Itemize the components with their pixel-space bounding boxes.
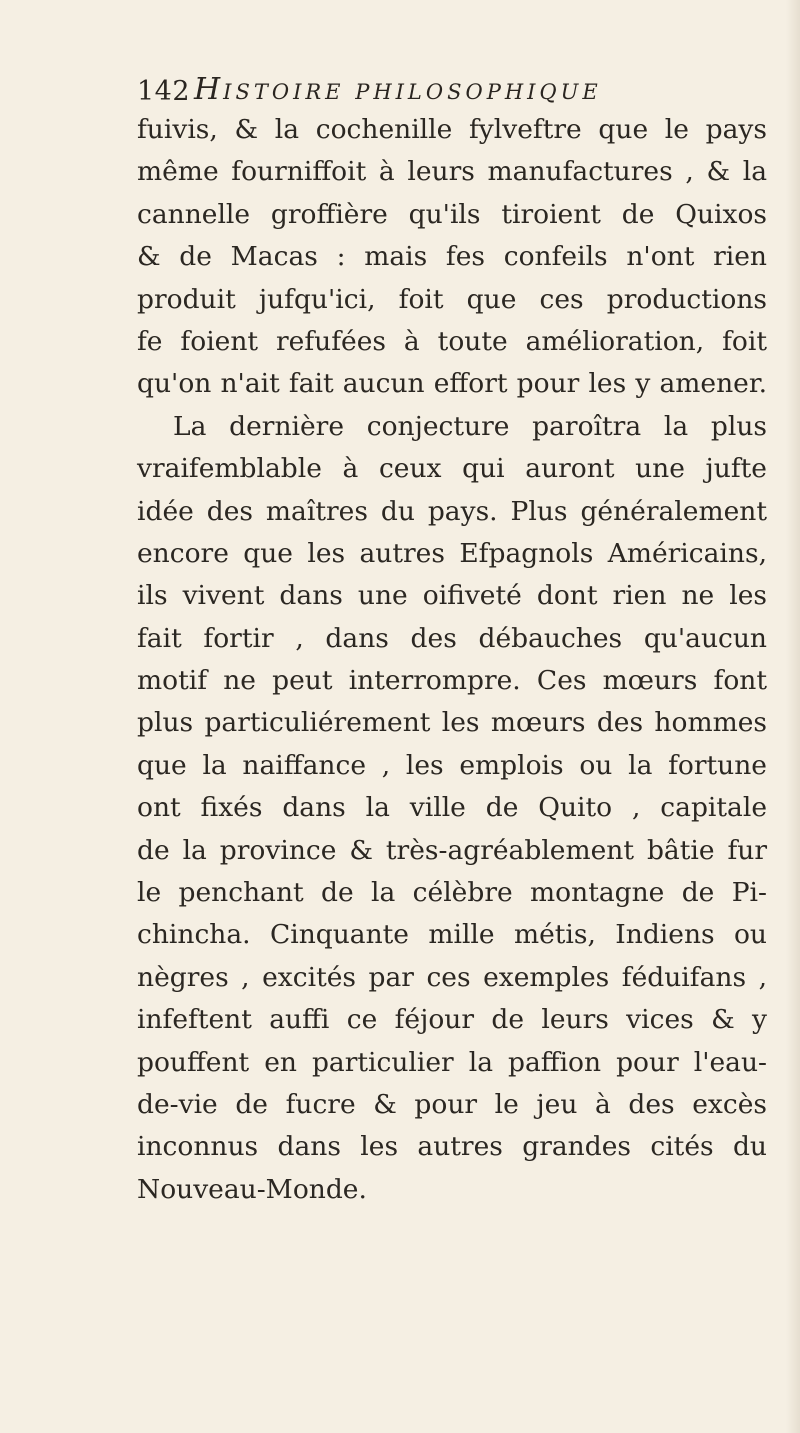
text-line: que la naiffance , les emplois ou la fortune — [137, 749, 767, 781]
text-line: inconnus dans les autres grandes cités du — [137, 1131, 767, 1163]
text-line: qu'on n'ait fait aucun effort pour les y amener. — [137, 368, 767, 400]
text-line: idée des maîtres du pays. Plus généralement — [137, 495, 767, 527]
text-line: Nouveau-Monde. — [137, 1173, 367, 1205]
text-line: ont fixés dans la ville de Quito , capitale — [137, 792, 767, 824]
text-line: motif ne peut interrompre. Ces mœurs font — [137, 665, 767, 697]
text-line: vraifemblable à ceux qui auront une jufte — [137, 453, 767, 485]
text-line: La dernière conjecture paroîtra la plus — [173, 410, 767, 442]
page-header — [137, 72, 747, 112]
text-line: chincha. Cinquante mille métis, Indiens ou — [137, 919, 767, 951]
page-number: 142 — [137, 76, 191, 107]
text-line: produit jufqu'ici, foit que ces productions — [137, 283, 767, 315]
text-line: ils vivent dans une oifiveté dont rien ne les — [137, 580, 767, 612]
running-title-rest: ISTOIRE PHILOSOPHIQUE — [223, 80, 602, 104]
text-line: de-vie de fucre & pour le jeu à des excès — [137, 1088, 767, 1120]
body-text — [137, 109, 767, 1211]
running-title — [194, 72, 602, 107]
text-line: fait fortir , dans des débauches qu'aucun — [137, 622, 767, 654]
text-line: cannelle groffière qu'ils tiroient de Quixos — [137, 198, 767, 230]
text-line: le penchant de la célèbre montagne de Pi- — [137, 877, 767, 909]
text-line: nègres , excités par ces exemples féduifans , — [137, 961, 767, 993]
text-line: plus particuliérement les mœurs des hommes — [137, 707, 767, 739]
text-line: infeftent auffi ce féjour de leurs vices & y — [137, 1004, 767, 1036]
text-line: même fourniffoit à leurs manufactures , & la — [137, 156, 767, 188]
text-line: encore que les autres Efpagnols Américains, — [137, 537, 767, 569]
text-line: de la province & très-agréablement bâtie fur — [137, 834, 767, 866]
text-line: fuivis, & la cochenille fylveftre que le pays — [137, 114, 767, 145]
running-title-initial: H — [194, 72, 224, 107]
text-line: fe foient refufées à toute amélioration, foit — [137, 325, 767, 357]
text-line: pouffent en particulier la paffion pour l'eau- — [137, 1046, 767, 1078]
text-line: & de Macas : mais fes confeils n'ont rien — [137, 241, 767, 273]
